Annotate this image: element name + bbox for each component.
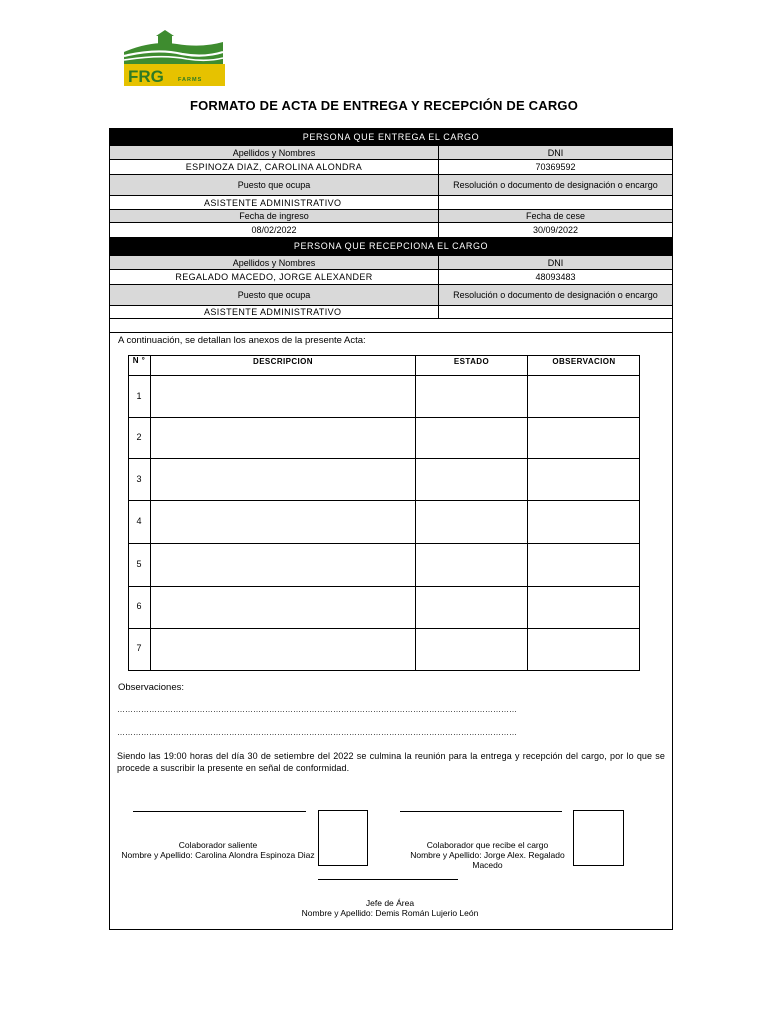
closing-paragraph: Siendo las 19:00 horas del día 30 de setiembre del 2022 se culmina la reunión para la entrega y recepción del cargo, por lo que se procede a suscribir la presente en señal de conformidad.	[117, 751, 665, 773]
entrega-start-label: Fecha de ingreso	[110, 210, 438, 222]
signature-line-saliente	[133, 811, 306, 812]
fingerprint-box-saliente	[318, 810, 368, 866]
annex-row-number: 1	[136, 391, 142, 401]
annex-header-num: N °	[132, 356, 146, 365]
annex-header-estado: ESTADO	[453, 357, 490, 366]
grid-line	[438, 256, 439, 319]
logo-sub-text: FARMS	[178, 77, 203, 83]
jefe-name: Nombre y Apellido: Demis Román Lujerio León	[301, 908, 479, 918]
observaciones-line: ……………………………………………………………………………………………………………………………………	[117, 728, 517, 737]
annex-row-number: 7	[136, 643, 142, 653]
recibe-name: Nombre y Apellido: Jorge Alex. Regalado Macedo	[410, 850, 565, 870]
grid-line	[128, 543, 640, 544]
grid-line	[110, 305, 672, 306]
grid-line	[110, 332, 672, 333]
grid-line	[128, 628, 640, 629]
recepciona-dni-label: DNI	[439, 256, 672, 269]
grid-line	[438, 146, 439, 237]
annex-header-desc: DESCRIPCION	[253, 357, 313, 366]
entrega-dni-value: 70369592	[535, 162, 576, 172]
saliente-role: Colaborador saliente	[178, 840, 258, 850]
annex-row-number: 6	[136, 601, 142, 611]
grid-line	[110, 318, 672, 319]
annex-intro: A continuación, se detallan los anexos de la presente Acta:	[118, 335, 366, 346]
grid-line	[110, 195, 672, 196]
annex-row-number: 4	[136, 516, 142, 526]
grid-line	[415, 355, 416, 671]
entrega-end-date: 30/09/2022	[532, 224, 579, 235]
grid-line	[110, 269, 672, 270]
signature-line-recibe	[400, 811, 562, 812]
recepciona-name-value: REGALADO MACEDO, JORGE ALEXANDER	[175, 272, 373, 282]
saliente-name: Nombre y Apellido: Carolina Alondra Espinoza Diaz	[121, 850, 315, 860]
grid-line	[110, 222, 672, 223]
entrega-name-label: Apellidos y Nombres	[110, 146, 438, 159]
annex-row-number: 5	[136, 559, 142, 569]
grid-line	[128, 500, 640, 501]
annex-header-obs: OBSERVACION	[552, 357, 616, 366]
jefe-role: Jefe de Área	[365, 898, 415, 908]
fingerprint-box-recibe	[573, 810, 624, 866]
entrega-position-label: Puesto que ocupa	[110, 175, 438, 195]
grid-line	[527, 355, 528, 671]
entrega-heading: PERSONA QUE ENTREGA EL CARGO	[110, 129, 672, 146]
grid-line	[110, 209, 672, 210]
entrega-resolution-label: Resolución o documento de designación o encargo	[439, 175, 672, 195]
recepciona-name-label: Apellidos y Nombres	[110, 256, 438, 269]
grid-line	[110, 159, 672, 160]
entrega-resolution-value	[439, 196, 672, 209]
entrega-dni-label: DNI	[439, 146, 672, 159]
recepciona-position-value: ASISTENTE ADMINISTRATIVO	[204, 307, 342, 317]
grid-line	[128, 417, 640, 418]
grid-line	[150, 355, 151, 671]
grid-line	[128, 586, 640, 587]
entrega-start-date: 08/02/2022	[251, 224, 297, 235]
entrega-position-value: ASISTENTE ADMINISTRATIVO	[204, 197, 342, 208]
recibe-role: Colaborador que recibe el cargo	[426, 840, 549, 850]
logo-brand-text: FRG	[128, 67, 164, 86]
annex-row-number: 2	[136, 432, 142, 442]
grid-line	[128, 375, 640, 376]
signature-line-jefe	[318, 879, 458, 880]
frg-farms-logo	[122, 30, 225, 87]
grid-line	[128, 458, 640, 459]
recepciona-dni-value: 48093483	[535, 272, 576, 282]
recepciona-resolution-label: Resolución o documento de designación o encargo	[439, 285, 672, 305]
recepciona-position-label: Puesto que ocupa	[110, 285, 438, 305]
recepciona-heading: PERSONA QUE RECEPCIONA EL CARGO	[110, 237, 672, 256]
grid-line	[110, 284, 672, 285]
document-title: FORMATO DE ACTA DE ENTREGA Y RECEPCIÓN DE CARGO	[189, 98, 579, 113]
observaciones-label: Observaciones:	[118, 682, 185, 693]
observaciones-line: ……………………………………………………………………………………………………………………………………	[117, 705, 517, 714]
grid-line	[110, 174, 672, 175]
entrega-name-value: ESPINOZA DIAZ, CAROLINA ALONDRA	[185, 162, 363, 172]
recepciona-resolution-value	[439, 306, 672, 318]
annex-table	[128, 355, 640, 671]
entrega-end-label: Fecha de cese	[439, 210, 672, 222]
annex-row-number: 3	[136, 474, 142, 484]
